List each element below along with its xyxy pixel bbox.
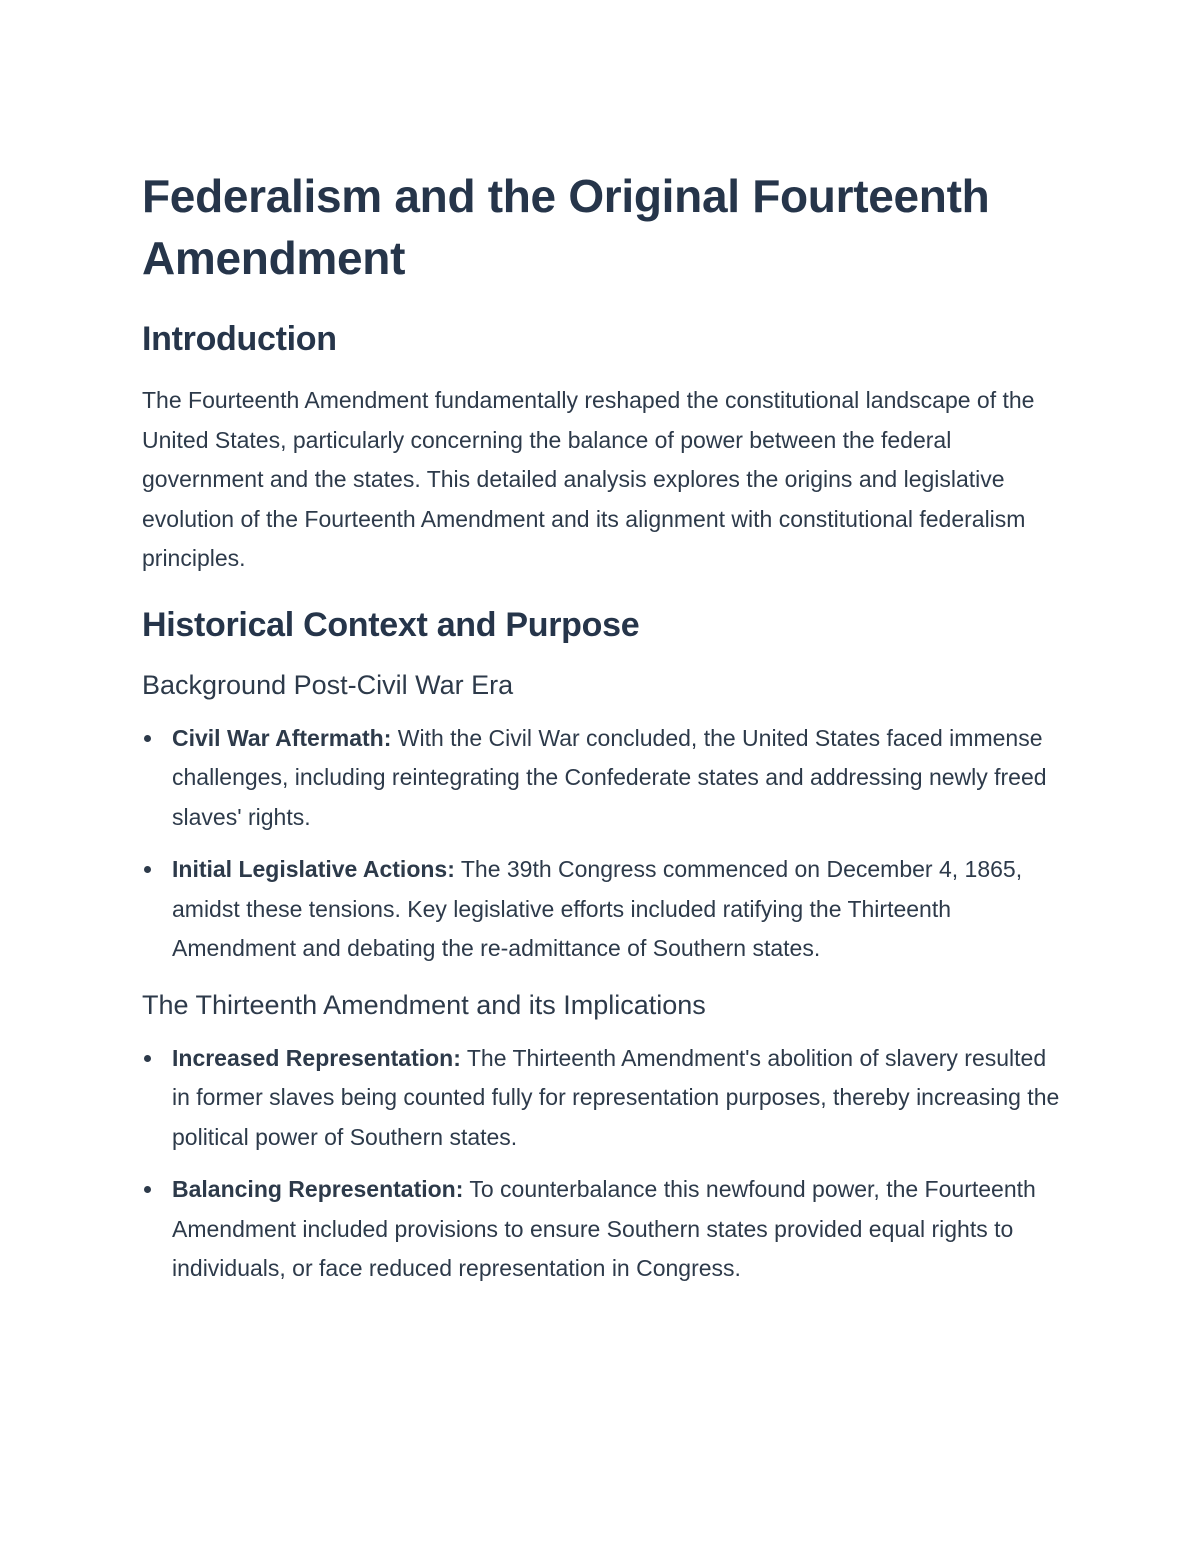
bullet-icon xyxy=(144,1055,151,1062)
bullet-list-thirteenth-amendment xyxy=(142,1039,1067,1289)
item-text: The Thirteenth Amendment's abolition of slavery resulted in former slaves being counted fully for representation purposes, thereby increasing the political power of Southern states. xyxy=(172,1044,1060,1150)
item-text: With the Civil War concluded, the United States faced immense challenges, including reintegrating the Confederate states and addressing newly freed slaves' rights. xyxy=(172,724,1047,830)
list-item xyxy=(142,719,1067,838)
item-text: To counterbalance this newfound power, the Fourteenth Amendment included provisions to ensure Southern states provided equal rights to individuals, or face reduced representation in Congress. xyxy=(172,1176,1036,1281)
subsection-heading-thirteenth-amendment: The Thirteenth Amendment and its Implications xyxy=(142,989,706,1020)
item-text: The 39th Congress commenced on December 4, 1865, amidst these tensions. Key legislative efforts included ratifying the Thirteenth Amendment and debating the re-admittance of Southern states. xyxy=(172,856,1023,961)
item-term: Civil War Aftermath: xyxy=(172,724,392,751)
list-item xyxy=(142,1039,1067,1158)
bullet-list-background xyxy=(142,719,1067,969)
introduction-paragraph: The Fourteenth Amendment fundamentally reshaped the constitutional landscape of the United States, particularly concerning the balance of power between the federal government and the states. This detailed analysis explores the origins and legislative evolution of the Fourteenth Amendment and its alignment with constitutional federalism principles. xyxy=(142,387,1035,571)
section-heading-introduction: Introduction xyxy=(142,320,337,358)
section-heading-historical-context: Historical Context and Purpose xyxy=(142,605,640,644)
bullet-icon xyxy=(144,866,151,873)
bullet-icon xyxy=(144,1186,151,1193)
bullet-icon xyxy=(144,735,151,742)
document-page xyxy=(142,165,1067,1307)
item-term: Increased Representation: xyxy=(172,1044,461,1071)
document-title: Federalism and the Original Fourteenth Amendment xyxy=(142,170,990,284)
item-term: Initial Legislative Actions: xyxy=(172,856,455,882)
item-term: Balancing Representation: xyxy=(172,1176,464,1202)
list-item xyxy=(142,1170,1067,1289)
subsection-heading-background: Background Post-Civil War Era xyxy=(142,669,514,700)
list-item xyxy=(142,850,1067,969)
